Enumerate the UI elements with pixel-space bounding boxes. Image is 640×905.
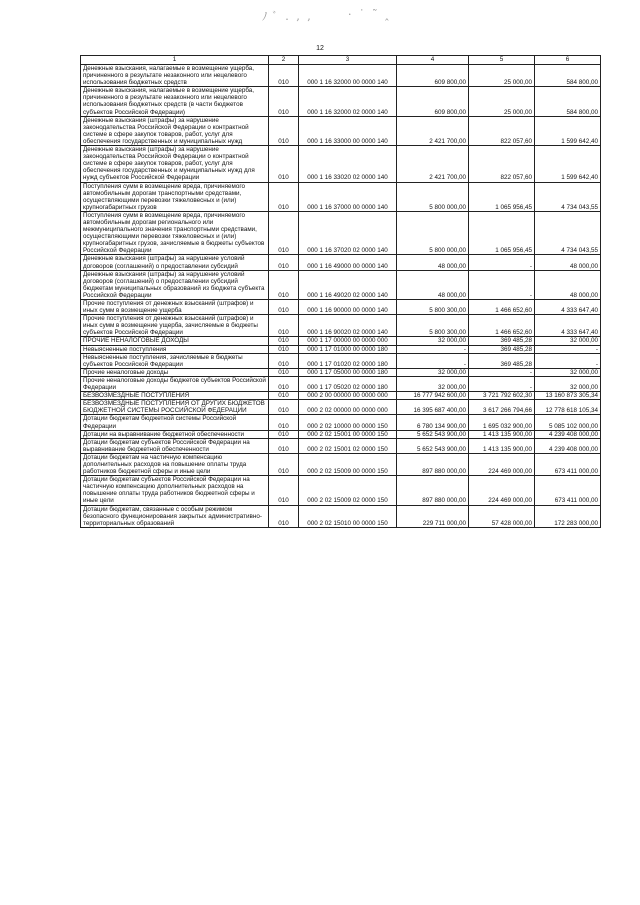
approved-amount-cell: 897 880 000,00 [397,453,469,475]
row-name-cell: Денежные взыскания (штрафы) за нарушение законодательства Российской Федерации о контрактной системе в сфере закупок товаров, работ, услуг для обеспечения государственных и муниципальных нужд для нужд субъектов Российской Федерации [81,146,269,182]
classification-code-cell: 000 1 16 37020 02 0000 140 [299,211,397,255]
table-row [81,505,601,527]
unexecuted-amount-cell: 4 239 408 000,00 [535,430,601,438]
approved-amount-cell: 2 421 700,00 [397,146,469,182]
approved-amount-cell: 5 800 300,00 [397,315,469,337]
row-name-cell: Дотации бюджетам, связанные с особым режимом безопасного функционирования закрытых административно-территориальных образований [81,505,269,527]
executed-amount-cell: 224 469 000,00 [469,476,535,505]
classification-code-cell: 000 1 16 33000 00 0000 140 [299,116,397,145]
executed-amount-cell: 25 000,00 [469,87,535,116]
row-name-cell: Поступления сумм в возмещение вреда, причиняемого автомобильным дорогам транспортными средствами, осуществляющими перевозки тяжеловесных и (или) крупногабаритных грузов [81,182,269,211]
executed-amount-cell: 369 485,28 [469,337,535,345]
column-header: 5 [469,56,535,65]
line-code-cell: 010 [269,376,299,391]
approved-amount-cell: 5 800 000,00 [397,182,469,211]
executed-amount-cell: 369 485,28 [469,353,535,368]
row-name-cell: БЕЗВОЗМЕЗДНЫЕ ПОСТУПЛЕНИЯ ОТ ДРУГИХ БЮДЖЕТОВ БЮДЖЕТНОЙ СИСТЕМЫ РОССИЙСКОЙ ФЕДЕРАЦИИ [81,400,269,415]
row-name-cell: Прочие поступления от денежных взысканий (штрафов) и иных сумм в возмещение ущерба, зачисляемые в бюджеты субъектов Российской Федерации [81,315,269,337]
table-row [81,368,601,376]
table-row [81,453,601,475]
column-header: 2 [269,56,299,65]
unexecuted-amount-cell: 48 000,00 [535,255,601,270]
classification-code-cell: 000 2 02 15001 00 0000 150 [299,430,397,438]
executed-amount-cell: - [469,255,535,270]
line-code-cell: 010 [269,400,299,415]
approved-amount-cell: 609 800,00 [397,87,469,116]
line-code-cell: 010 [269,345,299,353]
line-code-cell: 010 [269,116,299,145]
scan-mark-left: ﾉ ﾞ . ‚ , [262,10,313,23]
classification-code-cell: 000 1 16 49000 00 0000 140 [299,255,397,270]
approved-amount-cell: 897 880 000,00 [397,476,469,505]
approved-amount-cell: 5 652 543 900,00 [397,430,469,438]
line-code-cell: 010 [269,368,299,376]
row-name-cell: Дотации бюджетам субъектов Российской Федерации на выравнивание бюджетной обеспеченности [81,438,269,453]
line-code-cell: 010 [269,270,299,299]
classification-code-cell: 000 1 17 01020 02 0000 180 [299,353,397,368]
executed-amount-cell: 57 428 000,00 [469,505,535,527]
column-header: 4 [397,56,469,65]
approved-amount-cell: 32 000,00 [397,368,469,376]
classification-code-cell: 000 1 17 05020 02 0000 180 [299,376,397,391]
row-name-cell: Денежные взыскания (штрафы) за нарушение законодательства Российской Федерации о контрактной системе в сфере закупок товаров, работ, услуг для обеспечения государственных и муниципальных нужд [81,116,269,145]
executed-amount-cell: 1 695 032 900,00 [469,415,535,430]
executed-amount-cell: 1 065 956,45 [469,182,535,211]
line-code-cell: 010 [269,392,299,400]
table-row [81,255,601,270]
executed-amount-cell: 224 469 000,00 [469,453,535,475]
row-name-cell: Денежные взыскания, налагаемые в возмещение ущерба, причиненного в результате незаконного или нецелевого использования бюджетных средств (в части бюджетов субъектов Российской Федерации) [81,87,269,116]
executed-amount-cell: 1 413 135 900,00 [469,438,535,453]
row-name-cell: Прочие неналоговые доходы [81,368,269,376]
table-row [81,315,601,337]
line-code-cell: 010 [269,182,299,211]
line-code-cell: 010 [269,65,299,87]
line-code-cell: 010 [269,87,299,116]
table-row [81,337,601,345]
approved-amount-cell: 2 421 700,00 [397,116,469,145]
budget-income-table [80,55,601,528]
unexecuted-amount-cell: 32 000,00 [535,368,601,376]
executed-amount-cell: - [469,270,535,299]
row-name-cell: ПРОЧИЕ НЕНАЛОГОВЫЕ ДОХОДЫ [81,337,269,345]
approved-amount-cell: 16 777 942 600,00 [397,392,469,400]
row-name-cell: Дотации на выравнивание бюджетной обеспеченности [81,430,269,438]
executed-amount-cell: - [469,376,535,391]
unexecuted-amount-cell: 5 085 102 000,00 [535,415,601,430]
row-name-cell: Невыясненные поступления [81,345,269,353]
approved-amount-cell: 48 000,00 [397,270,469,299]
unexecuted-amount-cell: 584 800,00 [535,87,601,116]
table-row [81,438,601,453]
table-row [81,211,601,255]
approved-amount-cell: 229 711 000,00 [397,505,469,527]
table-row [81,376,601,391]
row-name-cell: Денежные взыскания, налагаемые в возмещение ущерба, причиненного в результате незаконного или нецелевого использования бюджетных средств [81,65,269,87]
line-code-cell: 010 [269,315,299,337]
executed-amount-cell: 1 065 956,45 [469,211,535,255]
table-row [81,270,601,299]
classification-code-cell: 000 1 16 37000 00 0000 140 [299,182,397,211]
approved-amount-cell: 5 800 300,00 [397,300,469,315]
line-code-cell: 010 [269,255,299,270]
classification-code-cell: 000 2 00 00000 00 0000 000 [299,392,397,400]
column-header: 6 [535,56,601,65]
unexecuted-amount-cell: - [535,353,601,368]
classification-code-cell: 000 1 16 33020 02 0000 140 [299,146,397,182]
executed-amount-cell: - [469,368,535,376]
unexecuted-amount-cell: 673 411 000,00 [535,453,601,475]
approved-amount-cell: 6 780 134 900,00 [397,415,469,430]
approved-amount-cell: 48 000,00 [397,255,469,270]
line-code-cell: 010 [269,438,299,453]
line-code-cell: 010 [269,476,299,505]
line-code-cell: 010 [269,505,299,527]
row-name-cell: Дотации бюджетам на частичную компенсацию дополнительных расходов на повышение оплаты труда работников бюджетной сферы и иные цели [81,453,269,475]
classification-code-cell: 000 2 02 15009 02 0000 150 [299,476,397,505]
table-row [81,300,601,315]
table-row [81,415,601,430]
classification-code-cell: 000 2 02 15010 00 0000 150 [299,505,397,527]
unexecuted-amount-cell: 4 239 408 000,00 [535,438,601,453]
classification-code-cell: 000 1 17 00000 00 0000 000 [299,337,397,345]
approved-amount-cell: 32 000,00 [397,337,469,345]
executed-amount-cell: 822 057,60 [469,116,535,145]
table-row [81,476,601,505]
scan-mark-right: · ˙ ˜ ‸ [348,8,391,21]
row-name-cell: Прочие поступления от денежных взысканий (штрафов) и иных сумм в возмещение ущерба [81,300,269,315]
unexecuted-amount-cell: 172 283 000,00 [535,505,601,527]
row-name-cell: Прочие неналоговые доходы бюджетов субъектов Российской Федерации [81,376,269,391]
column-header: 1 [81,56,269,65]
table-row [81,116,601,145]
line-code-cell: 010 [269,415,299,430]
classification-code-cell: 000 1 16 32000 02 0000 140 [299,87,397,116]
row-name-cell: Денежные взыскания (штрафы) за нарушение условий договоров (соглашений) о предоставлении субсидий бюджетам муниципальных образований из бюджета субъекта Российской Федерации [81,270,269,299]
classification-code-cell: 000 2 02 15009 00 0000 150 [299,453,397,475]
executed-amount-cell: 369 485,28 [469,345,535,353]
row-name-cell: БЕЗВОЗМЕЗДНЫЕ ПОСТУПЛЕНИЯ [81,392,269,400]
table-row [81,400,601,415]
line-code-cell: 010 [269,211,299,255]
unexecuted-amount-cell: 12 778 618 105,34 [535,400,601,415]
line-code-cell: 010 [269,453,299,475]
classification-code-cell: 000 2 02 00000 00 0000 000 [299,400,397,415]
classification-code-cell: 000 1 16 90020 02 0000 140 [299,315,397,337]
table-row [81,65,601,87]
unexecuted-amount-cell: 48 000,00 [535,270,601,299]
unexecuted-amount-cell: 4 734 043,55 [535,182,601,211]
table-row [81,345,601,353]
table-row [81,430,601,438]
line-code-cell: 010 [269,146,299,182]
approved-amount-cell: - [397,353,469,368]
approved-amount-cell: 5 652 543 900,00 [397,438,469,453]
approved-amount-cell: 5 800 000,00 [397,211,469,255]
classification-code-cell: 000 1 16 49020 02 0000 140 [299,270,397,299]
line-code-cell: 010 [269,353,299,368]
column-header: 3 [299,56,397,65]
page-number: 12 [316,45,324,52]
line-code-cell: 010 [269,300,299,315]
unexecuted-amount-cell: 4 333 647,40 [535,300,601,315]
unexecuted-amount-cell: 673 411 000,00 [535,476,601,505]
approved-amount-cell: 16 395 687 400,00 [397,400,469,415]
table-row [81,87,601,116]
table-row [81,182,601,211]
classification-code-cell: 000 1 16 32000 00 0000 140 [299,65,397,87]
approved-amount-cell: 609 800,00 [397,65,469,87]
unexecuted-amount-cell: 32 000,00 [535,376,601,391]
classification-code-cell: 000 1 16 90000 00 0000 140 [299,300,397,315]
executed-amount-cell: 1 466 652,60 [469,315,535,337]
table-row [81,392,601,400]
row-name-cell: Денежные взыскания (штрафы) за нарушение условий договоров (соглашений) о предоставлении субсидий [81,255,269,270]
classification-code-cell: 000 2 02 10000 00 0000 150 [299,415,397,430]
unexecuted-amount-cell: 1 599 642,40 [535,146,601,182]
unexecuted-amount-cell: 584 800,00 [535,65,601,87]
unexecuted-amount-cell: 4 734 043,55 [535,211,601,255]
unexecuted-amount-cell: 32 000,00 [535,337,601,345]
unexecuted-amount-cell: - [535,345,601,353]
table-row [81,146,601,182]
executed-amount-cell: 3 721 792 602,30 [469,392,535,400]
row-name-cell: Дотации бюджетам бюджетной системы Российской Федерации [81,415,269,430]
row-name-cell: Поступления сумм в возмещение вреда, причиняемого автомобильным дорогам регионального или межмуниципального значения транспортными средствами, осуществляющими перевозки тяжеловесных и (или) крупногабаритных грузов, зачисляемые в бюджеты субъектов Российской Федерации [81,211,269,255]
unexecuted-amount-cell: 13 160 873 305,34 [535,392,601,400]
line-code-cell: 010 [269,430,299,438]
table-row [81,353,601,368]
row-name-cell: Невыясненные поступления, зачисляемые в бюджеты субъектов Российской Федерации [81,353,269,368]
row-name-cell: Дотации бюджетам субъектов Российской Федерации на частичную компенсацию дополнительных расходов на повышение оплаты труда работников бюджетной сферы и иные цели [81,476,269,505]
executed-amount-cell: 1 413 135 900,00 [469,430,535,438]
unexecuted-amount-cell: 4 333 647,40 [535,315,601,337]
classification-code-cell: 000 1 17 05000 00 0000 180 [299,368,397,376]
classification-code-cell: 000 2 02 15001 02 0000 150 [299,438,397,453]
approved-amount-cell: - [397,345,469,353]
unexecuted-amount-cell: 1 599 642,40 [535,116,601,145]
executed-amount-cell: 822 057,60 [469,146,535,182]
line-code-cell: 010 [269,337,299,345]
column-number-row [81,56,601,65]
executed-amount-cell: 25 000,00 [469,65,535,87]
approved-amount-cell: 32 000,00 [397,376,469,391]
executed-amount-cell: 3 617 266 794,66 [469,400,535,415]
executed-amount-cell: 1 466 652,60 [469,300,535,315]
classification-code-cell: 000 1 17 01000 00 0000 180 [299,345,397,353]
